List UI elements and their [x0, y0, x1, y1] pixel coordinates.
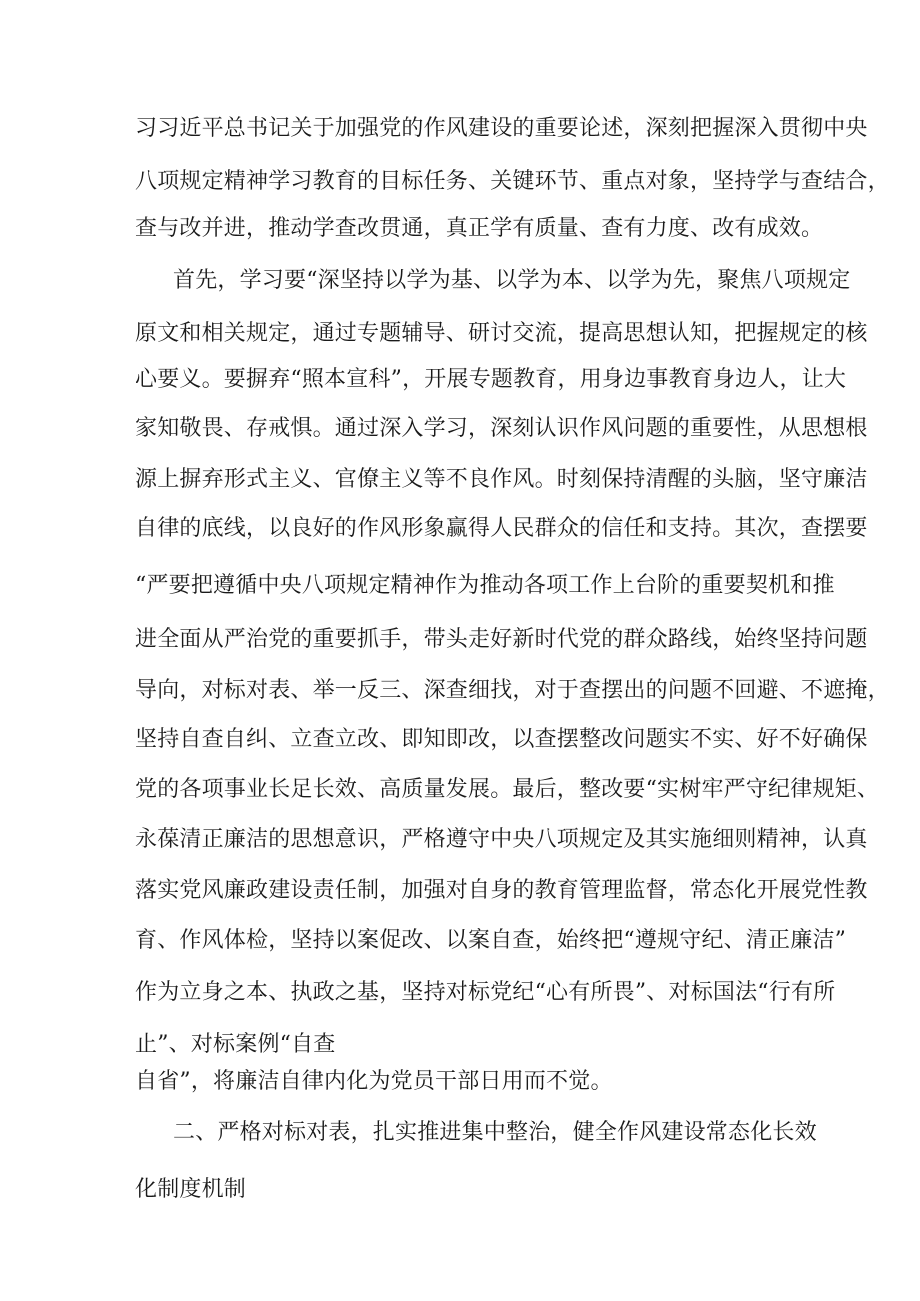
text-line: 家知敬畏、存戒惧。通过深入学习，深刻认识作风问题的重要性，从思想根 — [135, 416, 868, 441]
text-line: 心要义。要摒弃“照本宣科”，开展专题教育，用身边事教育身边人，让大 — [135, 367, 847, 392]
text-line: 育、作风体检，坚持以案促改、以案自查，始终把“遵规守纪、清正廉洁” — [135, 928, 847, 953]
text-line: “严要把遵循中央八项规定精神作为推动各项工作上台阶的重要契机和推 — [135, 573, 835, 598]
text-line: 止”、对标案例“自查 — [135, 1032, 336, 1057]
text-line: 自省”，将廉洁自律内化为党员干部日用而不觉。 — [135, 1069, 613, 1094]
text-line: 八项规定精神学习教育的目标任务、关键环节、重点对象，坚持学与查结合， — [135, 169, 890, 194]
text-line: 作为立身之本、执政之基，坚持对标党纪“心有所畏”、对标国法“行有所 — [135, 980, 836, 1005]
text-line: 坚持自查自纠、立查立改、即知即改，以查摆整改问题实不实、好不好确保 — [135, 727, 868, 752]
text-line: 习习近平总书记关于加强党的作风建设的重要论述，深刻把握深入贯彻中央 — [135, 116, 868, 141]
text-line: 党的各项事业长足长效、高质量发展。最后，整改要“实树牢严守纪律规矩、 — [135, 777, 880, 802]
text-line: 自律的底线，以良好的作风形象赢得人民群众的信任和支持。其次，查摆要 — [135, 516, 868, 541]
section-heading: 二、严格对标对表，扎实推进集中整治，健全作风建设常态化长效 — [173, 1120, 817, 1145]
text-line: 永葆清正廉洁的思想意识，严格遵守中央八项规定及其实施细则精神，认真 — [135, 827, 868, 852]
paragraph-first-line: 首先，学习要“深坚持以学为基、以学为本、以学为先，聚焦八项规定 — [173, 268, 851, 293]
text-line: 查与改并进，推动学查改贯通，真正学有质量、查有力度、改有成效。 — [135, 216, 824, 241]
text-line: 原文和相关规定，通过专题辅导、研讨交流，提高思想认知，把握规定的核 — [135, 321, 868, 346]
text-line: 导向，对标对表、举一反三、深查细找，对于查摆出的问题不回避、不遮掩， — [135, 678, 890, 703]
text-line: 落实党风廉政建设责任制，加强对自身的教育管理监督，常态化开展党性教 — [135, 878, 868, 903]
section-heading-continued: 化制度机制 — [135, 1177, 247, 1202]
text-line: 进全面从严治党的重要抓手，带头走好新时代党的群众路线，始终坚持问题 — [135, 627, 868, 652]
text-line: 源上摒弃形式主义、官僚主义等不良作风。时刻保持清醒的头脑，坚守廉洁 — [135, 467, 868, 492]
